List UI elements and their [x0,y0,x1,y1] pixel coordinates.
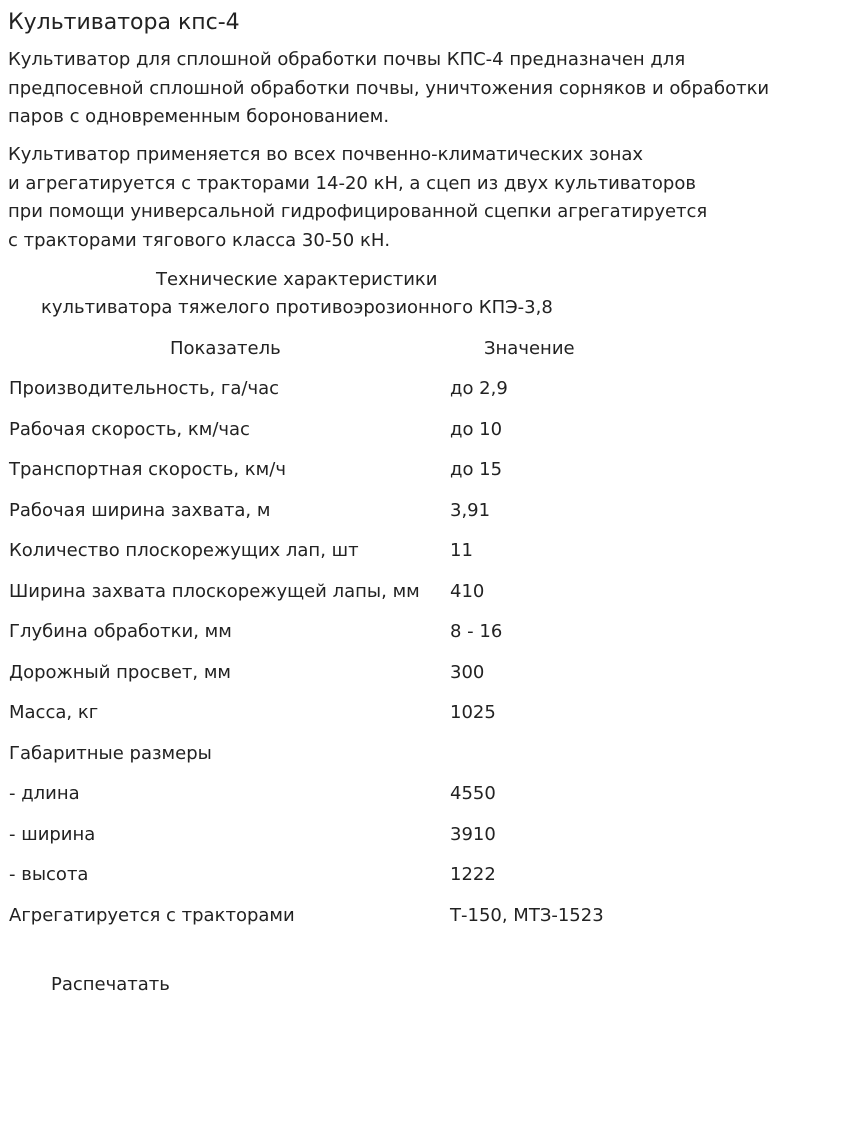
table-row [9,497,829,538]
value-cell: 3910 [450,823,496,845]
table-row [9,821,829,862]
spec-table [9,375,829,942]
text-line: при помощи универсальной гидрофицированной сцепки агрегатируется [8,201,708,222]
table-row [9,375,829,416]
param-cell: Ширина захвата плоскорежущей лапы, мм [9,580,420,602]
value-cell: 8 - 16 [450,621,503,642]
table-row [9,578,829,619]
text-line: паров с одновременным боронованием. [8,106,390,127]
spec-title: Технические характеристики [156,269,438,290]
param-cell: Масса, кг [9,702,99,723]
intro-paragraph-2 [8,141,838,255]
table-row [9,416,829,457]
param-cell: Транспортная скорость, км/ч [9,459,286,480]
param-cell: - высота [9,864,89,885]
value-cell: 4550 [450,783,496,804]
param-cell: Рабочая ширина захвата, м [9,499,271,521]
param-cell: Количество плоскорежущих лап, шт [9,540,359,561]
table-row [9,861,829,902]
intro-paragraph-1 [8,46,838,132]
column-header-value: Значение [484,338,575,359]
column-header-param: Показатель [170,338,281,359]
value-cell: 1222 [450,864,496,885]
table-row [9,456,829,497]
text-line: и агрегатируется с тракторами 14-20 кН, а сцеп из двух культиваторов [8,172,696,194]
print-link[interactable]: Распечатать [51,974,170,995]
value-cell: Т-150, МТЗ-1523 [450,904,604,926]
value-cell: 300 [450,661,485,683]
page-title: Культиватора кпс-4 [8,10,240,35]
value-cell: до 15 [450,459,503,480]
value-cell: 410 [450,580,485,602]
param-cell: Дорожный просвет, мм [9,661,232,683]
value-cell: до 10 [450,418,503,440]
text-line: Культиватор применяется во всех почвенно-климатических зонах [8,144,644,165]
table-row [9,780,829,821]
table-row [9,902,829,943]
value-cell: 1025 [450,702,496,723]
value-cell: 3,91 [450,499,491,521]
param-cell: Габаритные размеры [9,742,212,764]
table-row [9,537,829,578]
param-cell: - ширина [9,823,96,845]
param-cell: Агрегатируется с тракторами [9,904,295,926]
table-row [9,699,829,740]
param-cell: - длина [9,783,80,804]
text-line: предпосевной сплошной обработки почвы, уничтожения сорняков и обработки [8,77,770,99]
table-row [9,659,829,700]
value-cell: 11 [450,540,473,561]
text-line: с тракторами тягового класса 30-50 кН. [8,229,391,251]
table-row [9,740,829,781]
param-cell: Глубина обработки, мм [9,621,232,642]
spec-subtitle: культиватора тяжелого противоэрозионного КПЭ-3,8 [41,297,553,318]
text-line: Культиватор для сплошной обработки почвы КПС-4 предназначен для [8,49,686,70]
table-row [9,618,829,659]
param-cell: Рабочая скорость, км/час [9,418,250,440]
value-cell: до 2,9 [450,378,508,399]
param-cell: Производительность, га/час [9,378,280,399]
